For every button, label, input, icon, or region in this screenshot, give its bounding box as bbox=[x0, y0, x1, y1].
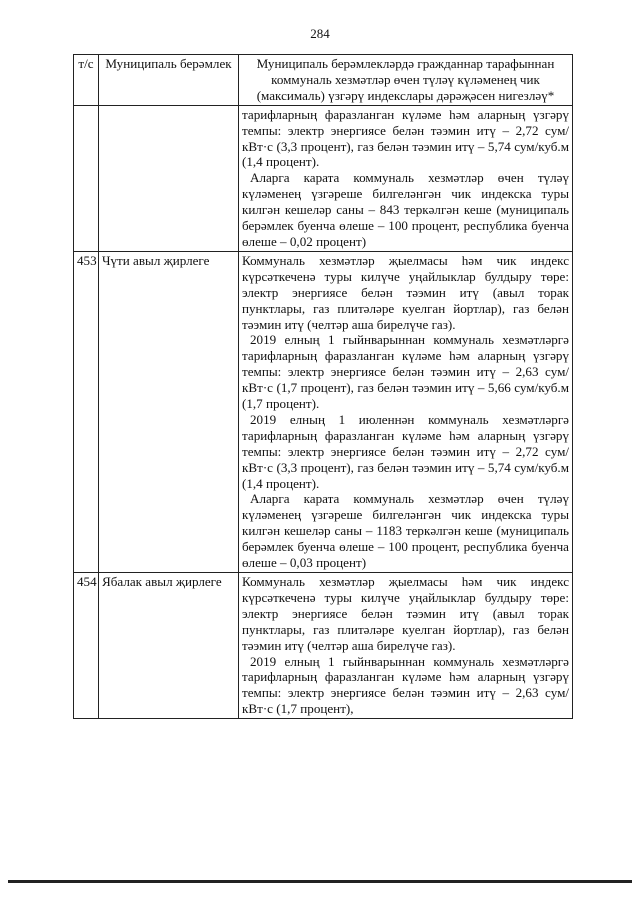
row-paragraph: Коммуналь хезмәтләр җыелмасы һәм чик индекс күрсәткеченә туры килүче уңайлыклар булдыру төре: электр энергиясе белән тәэмин итү (авыл торак пунктлары, газ плитәләре куелган йортлар), газ белән тәэмин итү (челтәр аша бирелүче газ). bbox=[242, 574, 569, 653]
page-bottom-rule bbox=[8, 880, 632, 883]
table-row bbox=[74, 573, 573, 719]
header-number: т/с bbox=[74, 55, 99, 106]
row-paragraph: Коммуналь хезмәтләр җыелмасы һәм чик индекс күрсәткеченә туры килүче уңайлыклар булдыру төре: электр энергиясе белән тәэмин итү (авыл торак пунктлары, газ плитәләре куелган йортлар), газ белән тәэмин итү (челтәр аша бирелүче газ). bbox=[242, 252, 569, 332]
indices-table bbox=[73, 54, 573, 719]
row-municipality bbox=[99, 105, 239, 251]
row-paragraph: 2019 елның 1 гыйнварыннан коммуналь хезмәтләргә тарифларның фаразланган күләме һәм аларның үзгәрү темпы: электр энергиясе белән тәэмин итү – 2,63 сум/кВт·с (1,7 процент), газ белән тәэмин итү – 5,66 сум/куб.м (1,7 процент). bbox=[242, 332, 569, 412]
row-text bbox=[239, 105, 573, 251]
row-number: 453 bbox=[74, 251, 99, 572]
row-text bbox=[239, 573, 573, 719]
row-number bbox=[74, 105, 99, 251]
row-paragraph: тарифларның фаразланган күләме һәм аларның үзгәрү темпы: электр энергиясе белән тәэмин итү – 2,72 сум/кВт·с (3,3 процент), газ белән тәэмин итү – 5,74 сум/куб.м (1,4 процент). bbox=[242, 106, 569, 170]
row-text bbox=[239, 251, 573, 572]
header-municipality: Муниципаль берәмлек bbox=[99, 55, 239, 106]
row-paragraph: 2019 елның 1 июленнән коммуналь хезмәтләргә тарифларның фаразланган күләме һәм аларның үзгәрү темпы: электр энергиясе белән тәэмин итү – 2,72 сум/кВт·с (3,3 процент), газ белән тәэмин итү – 5,74 сум/куб.м (1,4 процент). bbox=[242, 411, 569, 491]
table-header-row bbox=[74, 55, 573, 106]
row-paragraph: 2019 елның 1 гыйнварыннан коммуналь хезмәтләргә тарифларның фаразланган күләме һәм аларның үзгәрү темпы: электр энергиясе белән тәэмин итү – 2,63 сум/кВт·с (1,7 процент), bbox=[242, 653, 569, 717]
row-municipality: Ябалак авыл җирлеге bbox=[99, 573, 239, 719]
header-indices: Муниципаль берәмлекләрдә гражданнар тарафыннан коммуналь хезмәтләр өчен түләү күләменең чик (максималь) үзгәрү индекслары дәрәҗәсен нигезләү* bbox=[239, 55, 573, 106]
row-municipality: Чүти авыл җирлеге bbox=[99, 251, 239, 572]
row-paragraph: Аларга карата коммуналь хезмәтләр өчен түләү күләменең үзгәреше билгеләнгән чик индекска туры килгән кешеләр саны – 843 теркәлгән кеше (муниципаль берәмлек буенча өлеше – 100 процент, республика буенча өлеше – 0,02 процент) bbox=[242, 170, 569, 249]
table-row bbox=[74, 105, 573, 251]
table-row bbox=[74, 251, 573, 572]
row-number: 454 bbox=[74, 573, 99, 719]
row-paragraph: Аларга карата коммуналь хезмәтләр өчен түләү күләменең үзгәреше билгеләнгән чик индекска туры килгән кешеләр саны – 1183 теркәлгән кеше (муниципаль берәмлек буенча өлеше – 100 процент, республика буенча өлеше – 0,03 процент) bbox=[242, 491, 569, 571]
page-number: 284 bbox=[310, 26, 330, 41]
